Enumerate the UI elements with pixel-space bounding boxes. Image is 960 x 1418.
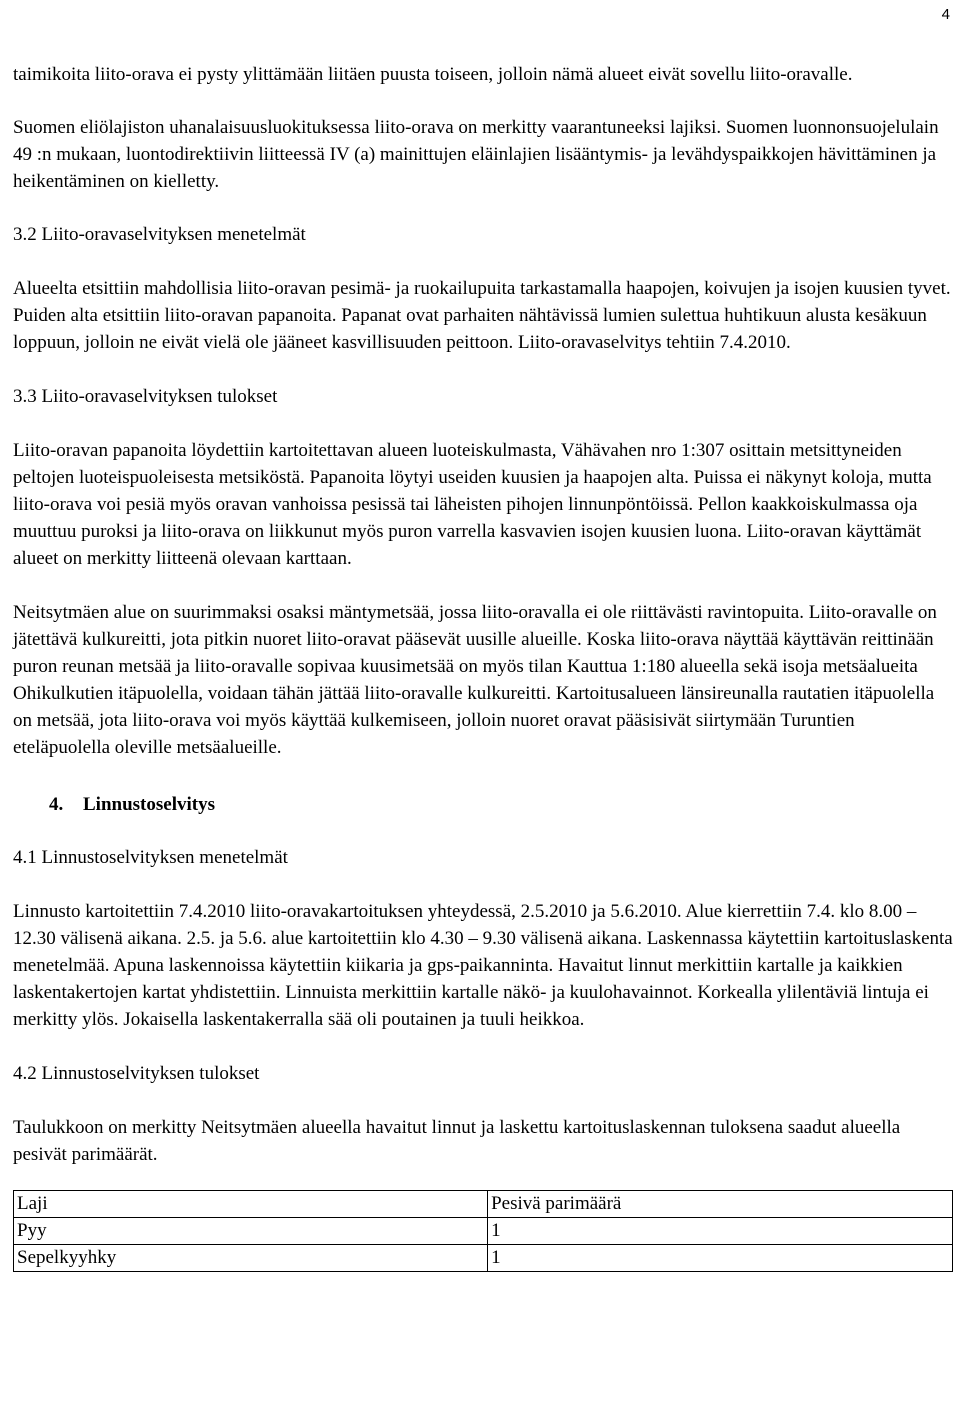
- paragraph-methods: Alueelta etsittiin mahdollisia liito-oravan pesimä- ja ruokailupuita tarkastamalla haapojen, koivujen ja isojen kuusien tyvet. Puiden alta etsittiin liito-oravan papanoita. Papanat ovat parhaiten nähtävissä lumien sulettua huhtikuun alusta kesäkuun loppuun, jolloin ne eivät vielä ole jääneet kasvillisuuden peittoon. Liito-oravaselvitys tehtiin 7.4.2010.: [13, 278, 951, 353]
- section-number: 4.: [49, 794, 64, 815]
- table-cell: Sepelkyyhky: [14, 1245, 488, 1272]
- paragraph-results: Liito-oravan papanoita löydettiin kartoitettavan alueen luoteiskulmasta, Vähävahen nro 1:307 osittain metsittyneiden peltojen luoteispuoleisesta metsiköstä. Papanoita löytyi useiden kuusien ja haapojen alta. Puissa ei näkynyt koloja, mutta liito-orava voi pesiä myös oravan vanhoissa pesissä tai läheisten pihojen linnunpöntöissä. Pellon kaakkoiskulmassa oja muuttuu puroksi ja liito-orava on liikkunut myös puron varrella kasvavien isojen kuusien luona. Liito-oravan käyttämät alueet on merkitty liitteenä olevaan karttaan.: [13, 440, 932, 569]
- section-heading-4: [13, 791, 953, 818]
- table-cell: 1: [488, 1245, 953, 1272]
- paragraph-intro-continuation: taimikoita liito-orava ei pysty ylittämään liitäen puusta toiseen, jolloin nämä alueet eivät sovellu liito-oravalle.: [13, 64, 853, 85]
- paragraph-neitsytmaki: Neitsytmäen alue on suurimmaksi osaksi mäntymetsää, jossa liito-oravalla ei ole riittävästi ravintopuita. Liito-oravalle on jätettävä kulkureitti, jota pitkin nuoret liito-oravat pääsevät uusille alueille. Koska liito-orava näyttää käyttävän reittinään puron reunan metsää ja liito-oravalle sopivaa kuusimetsää on myös tilan Kauttua 1:180 alueella sekä isoja metsäalueita Ohikulkutien itäpuolella, voidaan tähän jättää liito-oravalle kulkureitti. Kartoitusalueen länsireunalla rautatien itäpuolella on metsää, jota liito-orava voi myös käyttää kulkemiseen, jolloin nuoret oravat pääsisivät siirtymään Turuntien eteläpuolella oleville metsäalueille.: [13, 602, 937, 758]
- table-header-cell: Pesivä parimäärä: [488, 1191, 953, 1218]
- table-row: [14, 1245, 953, 1272]
- table-header-cell: Laji: [14, 1191, 488, 1218]
- section-title: Linnustoselvitys: [83, 794, 215, 815]
- paragraph-bird-results: Taulukkoon on merkitty Neitsytmäen alueella havaitut linnut ja laskettu kartoituslaskennan tuloksena saadut alueella pesivät parimäärät.: [13, 1117, 901, 1165]
- table-cell: 1: [488, 1218, 953, 1245]
- section-heading-3-3: 3.3 Liito-oravaselvityksen tulokset: [13, 386, 278, 407]
- bird-results-table: [13, 1190, 953, 1272]
- section-heading-3-2: 3.2 Liito-oravaselvityksen menetelmät: [13, 224, 306, 245]
- section-heading-4-2: 4.2 Linnustoselvityksen tulokset: [13, 1063, 260, 1084]
- section-heading-4-1: 4.1 Linnustoselvityksen menetelmät: [13, 847, 288, 868]
- page-number: 4: [941, 6, 950, 23]
- document-body: [13, 61, 953, 1272]
- table-cell: Pyy: [14, 1218, 488, 1245]
- table-header-row: [14, 1191, 953, 1218]
- table-row: [14, 1218, 953, 1245]
- paragraph-conservation-status: Suomen eliölajiston uhanalaisuusluokituksessa liito-orava on merkitty vaarantuneeksi lajiksi. Suomen luonnonsuojelulain 49 :n mukaan, luontodirektiivin liitteessä IV (a) mainittujen eläinlajien lisääntymis- ja levähdyspaikkojen hävittäminen ja heikentäminen on kielletty.: [13, 117, 939, 192]
- paragraph-bird-methods: Linnusto kartoitettiin 7.4.2010 liito-oravakartoituksen yhteydessä, 2.5.2010 ja 5.6.2010. Alue kierrettiin 7.4. klo 8.00 – 12.30 välisenä aikana. 2.5. ja 5.6. alue kartoitettiin klo 4.30 – 9.30 välisenä aikana. Laskennassa käytettiin kartoituslaskenta menetelmää. Apuna laskennoissa käytettiin kiikaria ja gps-paikanninta. Havaitut linnut merkittiin kartalle ja kaikkien laskentakertojen kartat yhdistettiin. Linnuista merkittiin kartalle näkö- ja kuulohavainnot. Korkealla ylilentäviä lintuja ei merkitty ylös. Jokaisella laskentakerralla sää oli poutainen ja tuuli heikkoa.: [13, 901, 953, 1030]
